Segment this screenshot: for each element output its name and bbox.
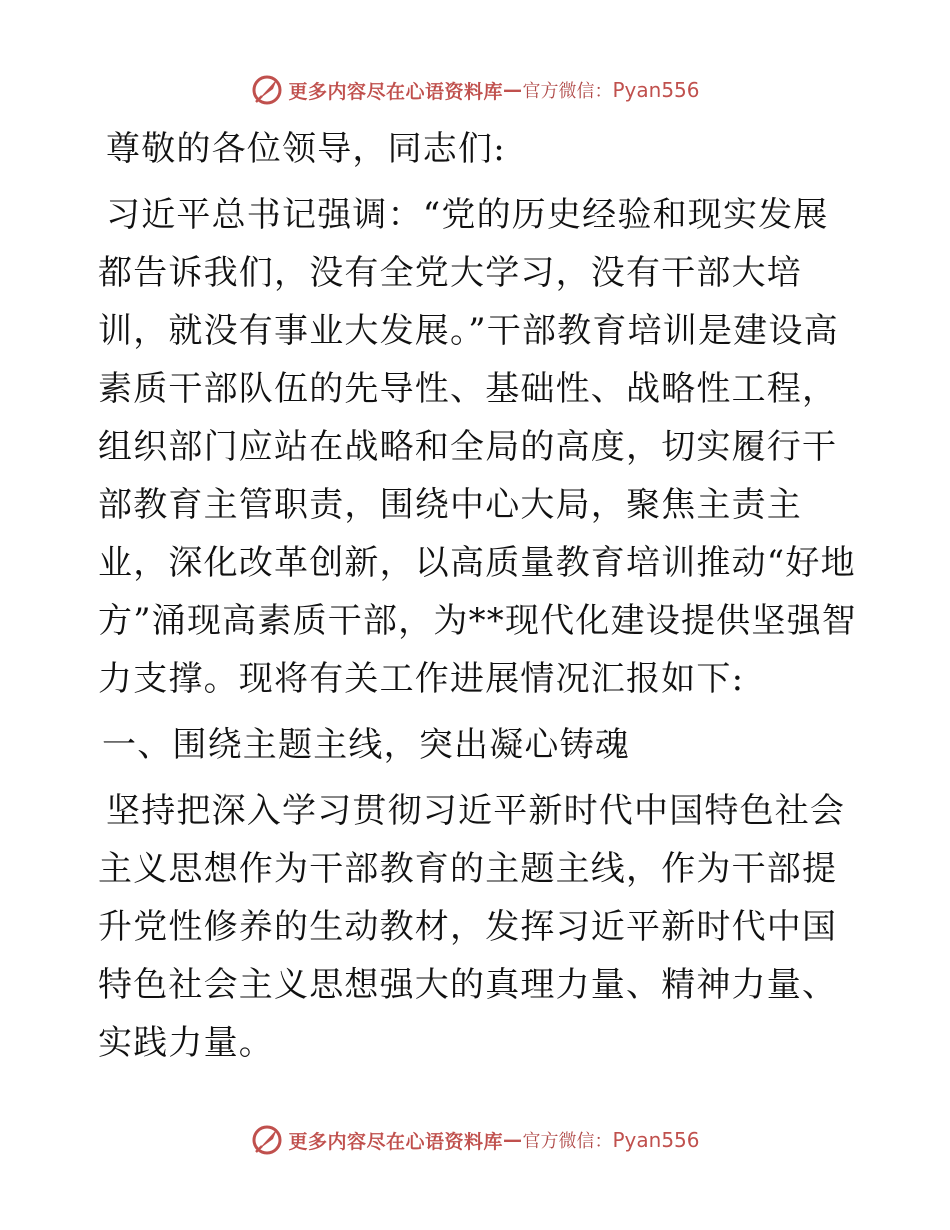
quill-logo-icon (250, 73, 284, 107)
footer-watermark-banner (0, 1120, 950, 1160)
quill-logo-icon (250, 1123, 284, 1157)
salutation: 尊敬的各位领导，同志们: (106, 129, 506, 169)
header-watermark-banner (0, 70, 950, 110)
banner-main-text: 更多内容尽在心语资料库 (288, 80, 503, 103)
banner-wechat-label: 官方微信： (522, 1131, 613, 1152)
paragraph-intro: 习近平总书记强调：“党的历史经验和现实发展都告诉我们，没有全党大学习，没有干部大培训，就没有事业大发展。”干部教育培训是建设高素质干部队伍的先导性、基础性、战略性工程，组织部门应站在战略和全局的高度，切实履行干部教育主管职责，围绕中心大局，聚焦主责主业，深化改革创新，以高质量教育培训推动“好地方”涌现高素质干部，为**现代化建设提供坚强智力支撑。现将有关工作进展情况汇报如下: (98, 195, 857, 699)
banner-wechat-label: 官方微信： (522, 81, 613, 102)
banner-main-text: 更多内容尽在心语资料库 (288, 1130, 503, 1153)
banner-dash: — (503, 1129, 523, 1151)
banner-wechat-account: Pyan556 (612, 1128, 700, 1152)
document-body (98, 120, 858, 1080)
section-heading-1: 一、围绕主题主线，突出凝心铸魂 (102, 725, 630, 765)
paragraph-section-1: 坚持把深入学习贯彻习近平新时代中国特色社会主义思想作为干部教育的主题主线，作为干部提升党性修养的生动教材，发挥习近平新时代中国特色社会主义思想强大的真理力量、精神力量、实践力量。 (98, 791, 846, 1063)
banner-dash: — (503, 79, 523, 101)
banner-wechat-account: Pyan556 (612, 78, 700, 102)
